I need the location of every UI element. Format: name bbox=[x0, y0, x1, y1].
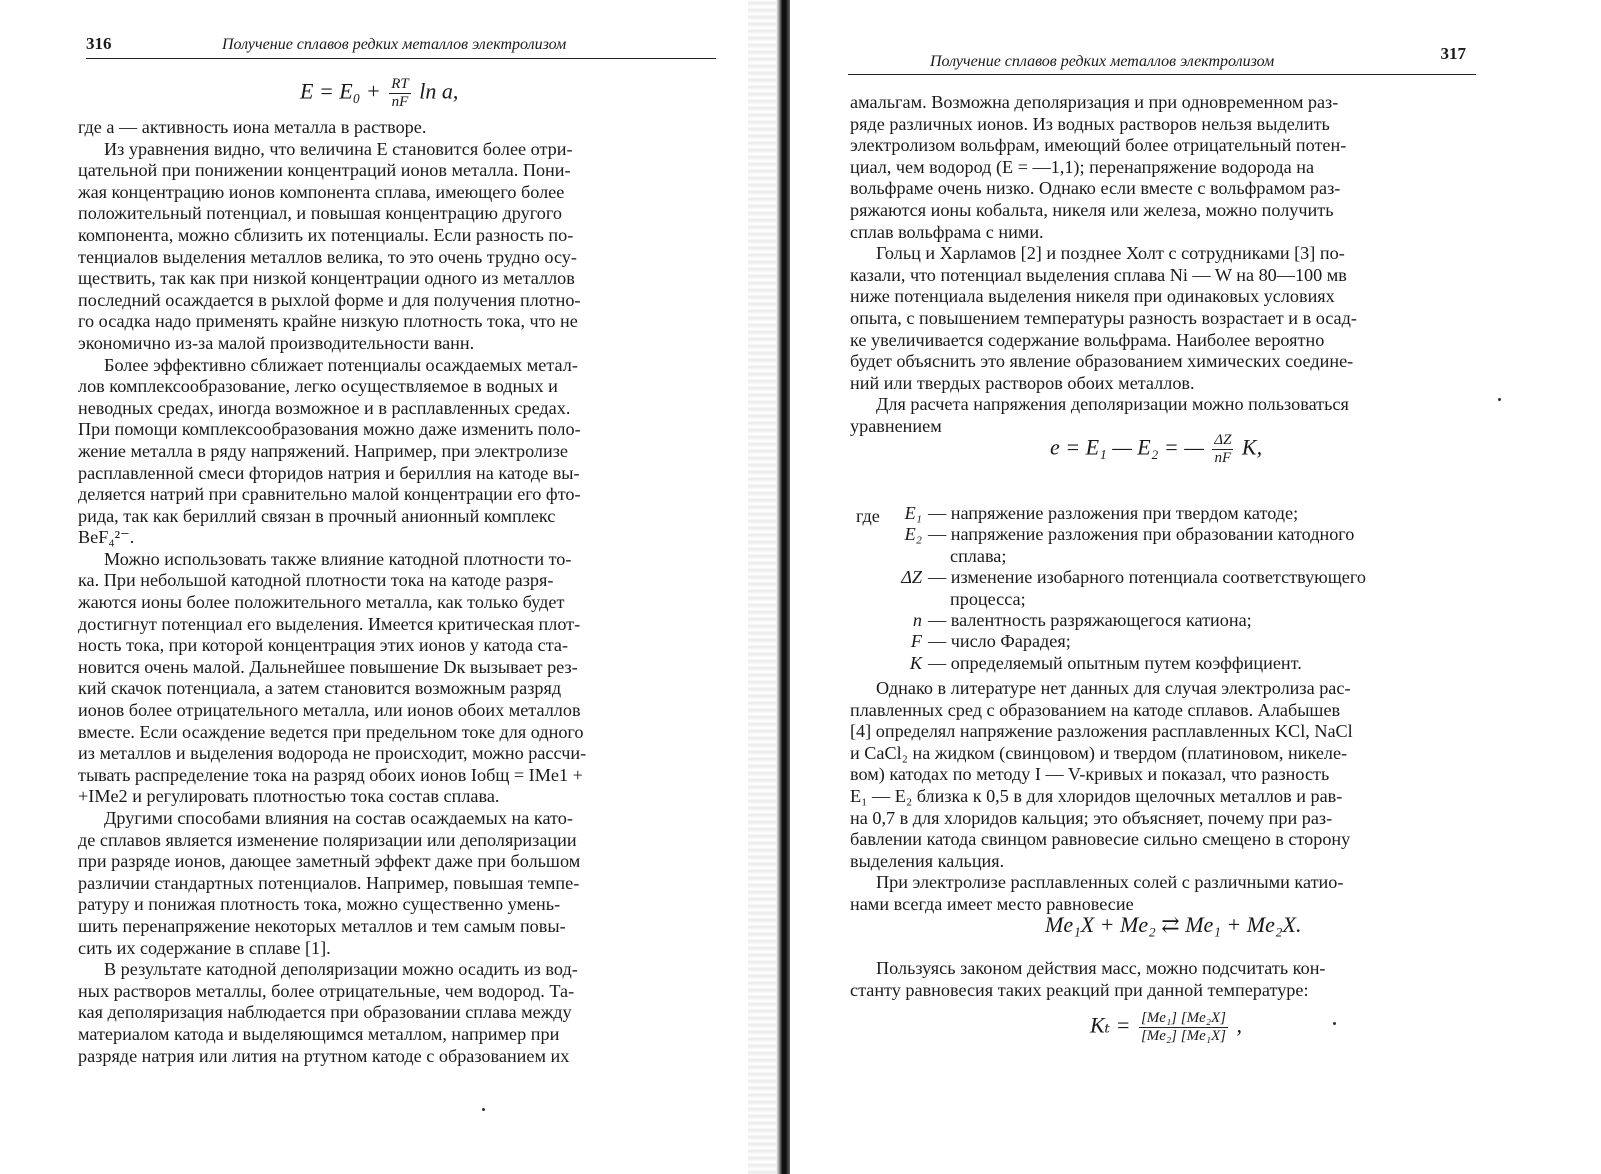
text-line: Гольц и Харламов [2] и позднее Холт с сотрудниками [3] по- bbox=[876, 243, 1345, 264]
text-line: BeF₄²⁻. bbox=[78, 527, 135, 548]
text-line: на 0,7 в для хлоридов кальция; это объясняет, почему при раз- bbox=[850, 807, 1333, 828]
text-line: При помощи комплексообразования можно даже изменить поло- bbox=[78, 419, 581, 440]
text-line: казали, что потенциал выделения сплава Ni — W на 80—100 мв bbox=[850, 264, 1347, 285]
definition-row bbox=[876, 524, 1496, 545]
text-line: ке увеличивается содержание вольфрама. Наиболее вероятно bbox=[850, 329, 1325, 350]
text-line: неводных средах, иногда возможное и в расплавленных средах. bbox=[78, 397, 571, 418]
fraction-numerator: [Me₁] [Me₂X] bbox=[1140, 1010, 1226, 1026]
formula-rhs: , bbox=[1230, 1012, 1242, 1038]
text-line: ряде различных ионов. Из водных растворов нельзя выделить bbox=[850, 113, 1330, 134]
text-line: где a — активность иона металла в растворе. bbox=[78, 117, 427, 137]
text-line: ний или твердых растворов обоих металлов. bbox=[850, 372, 1195, 393]
definition-description: — число Фарадея; bbox=[928, 631, 1071, 652]
text-line: ка. При небольшой катодной плотности тока на катоде разря- bbox=[78, 570, 554, 591]
nernst-formula bbox=[300, 76, 458, 111]
fraction-denominator: [Me₂] [Me₁X] bbox=[1140, 1028, 1226, 1044]
text-line: при разряде ионов, дающее заметный эффект даже при большом bbox=[78, 851, 581, 872]
right-page bbox=[790, 0, 1601, 1174]
equilibrium-formula: Me₁X + Me₂ ⇄ Me₁ + Me₂X. bbox=[1045, 912, 1302, 937]
formula-rhs: ln a, bbox=[413, 78, 459, 104]
text-line: ряжаются ионы кобальта, никеля или железа, можно получить bbox=[850, 199, 1334, 220]
fraction-numerator: RT bbox=[391, 76, 409, 92]
text-line: шить перенапряжение некоторых металлов и тем самым повы- bbox=[78, 915, 566, 936]
definition-symbol: K bbox=[909, 652, 922, 673]
fraction-denominator: nF bbox=[391, 94, 409, 110]
text-line: [4] определял напряжение разложения расплавленных KCl, NaCl bbox=[850, 721, 1353, 742]
text-line: Другими способами влияния на состав осаждаемых на като- bbox=[104, 808, 573, 828]
text-line: де сплавов является изменение поляризации или деполяризации bbox=[78, 829, 577, 850]
definition-row bbox=[876, 503, 1496, 524]
text-line: го осадка надо применять крайне низкую плотность тока, что не bbox=[78, 311, 578, 332]
text-line: ионов более отрицательного металла, или ионов обоих металлов bbox=[78, 700, 581, 721]
where-label: где bbox=[856, 506, 880, 526]
text-line: новится очень малой. Дальнейшее повышение Dк вызывает рез- bbox=[78, 656, 578, 677]
text-line: деляется натрий при сравнительно малой концентрации его фто- bbox=[78, 484, 581, 505]
formula-lhs: E = E₀ + bbox=[300, 78, 387, 104]
definition-row bbox=[876, 567, 1496, 588]
text-line: жая концентрацию ионов компонента сплава, имеющего более bbox=[78, 181, 565, 202]
text-line: компонента, можно сблизить их потенциалы. Если разность по- bbox=[78, 224, 574, 245]
formula-fraction bbox=[1212, 432, 1233, 467]
right-page-header bbox=[848, 44, 1476, 75]
text-line: При электролизе расплавленных солей с различными катио- bbox=[876, 872, 1344, 893]
text-line: Более эффективно сближает потенциалы осаждаемых метал- bbox=[104, 354, 578, 375]
definition-row bbox=[876, 653, 1496, 674]
text-line: жение металла в ряду напряжений. Например, при электролизе bbox=[78, 440, 568, 461]
fraction-numerator: ΔZ bbox=[1214, 432, 1232, 448]
text-line: Однако в литературе нет данных для случая электролиза рас- bbox=[876, 678, 1351, 698]
text-line: ратуру и понижая плотность тока, можно существенно умень- bbox=[78, 894, 561, 915]
text-line: станту равновесия таких реакций при данной температуре: bbox=[850, 979, 1309, 1000]
text-line: опыта, с повышением температуры разность возрастает и в осад- bbox=[850, 307, 1357, 328]
text-line: циал, чем водород (E = —1,1); перенапряжение водорода на bbox=[850, 156, 1315, 177]
text-line: электролизом вольфрам, имеющий более отрицательный потен- bbox=[850, 135, 1347, 156]
text-line: будет объяснить это явление образованием химических соедине- bbox=[850, 351, 1354, 372]
definition-row bbox=[876, 546, 1496, 567]
text-line: Для расчета напряжения деполяризации можно пользоваться bbox=[876, 394, 1349, 415]
text-line: экономично из-за малой производительности ванн. bbox=[78, 332, 475, 353]
definition-row bbox=[876, 610, 1496, 631]
definition-symbol: ΔZ bbox=[901, 567, 922, 588]
text-line: вольфраме очень низко. Однако если вместе с вольфрамом раз- bbox=[850, 178, 1341, 199]
text-line: сить их содержание в сплаве [1]. bbox=[78, 937, 331, 958]
fraction-denominator: nF bbox=[1214, 450, 1232, 466]
right-body-text-middle bbox=[850, 678, 1482, 916]
text-line: тывать распределение тока на разряд обоих ионов Iобщ = IMe1 + bbox=[78, 764, 583, 785]
formula-fraction bbox=[389, 76, 411, 111]
scan-speck bbox=[1333, 1022, 1336, 1025]
text-line: положительный потенциал, и повышая концентрацию другого bbox=[78, 203, 562, 224]
text-line: Пользуясь законом действия масс, можно подсчитать кон- bbox=[876, 958, 1326, 978]
text-line: различии стандартных потенциалов. Например, повышая темпе- bbox=[78, 872, 580, 893]
text-line: последний осаждается в рыхлой форме и для получения плотно- bbox=[78, 289, 581, 310]
definition-description: — валентность разряжающегося катиона; bbox=[928, 609, 1252, 630]
text-line: Можно использовать также влияние катодной плотности то- bbox=[104, 548, 572, 569]
running-title: Получение сплавов редких металлов электролизом bbox=[930, 53, 1275, 70]
text-line: разряде натрия или лития на ртутном катоде с образованием их bbox=[78, 1045, 570, 1066]
text-line: выделения кальция. bbox=[850, 850, 1005, 871]
text-line: уравнением bbox=[850, 415, 942, 436]
text-line: вом) катодах по методу I — V-кривых и показал, что разность bbox=[850, 764, 1330, 785]
definition-row bbox=[876, 589, 1496, 610]
right-body-text-bottom bbox=[850, 958, 1482, 1001]
text-line: из металлов и выделения водорода не происходит, можно рассчи- bbox=[78, 743, 587, 764]
text-line: ных растворов металлы, более отрицательные, чем водород. Та- bbox=[78, 980, 575, 1001]
text-line: В результате катодной деполяризации можно осадить из вод- bbox=[104, 959, 578, 980]
text-line: и CaCl₂ на жидком (свинцовом) и твердом (платиновом, никеле- bbox=[850, 742, 1348, 763]
definition-description: — напряжение разложения при образовании катодного bbox=[928, 524, 1355, 545]
definition-description: — определяемый опытным путем коэффициент. bbox=[928, 652, 1302, 673]
left-page bbox=[0, 0, 780, 1174]
text-line: лов комплексообразование, легко осуществляемое в водных и bbox=[78, 376, 558, 397]
equilibrium-constant-formula bbox=[1090, 1010, 1242, 1045]
definition-description: — изменение изобарного потенциала соответствующего bbox=[928, 567, 1366, 588]
text-line: E₁ — E₂ близка к 0,5 в для хлоридов щелочных металлов и рав- bbox=[850, 785, 1343, 806]
formula-fraction bbox=[1139, 1010, 1228, 1045]
definition-description: — напряжение разложения при твердом катоде; bbox=[928, 503, 1299, 523]
definition-symbol: E₂ bbox=[904, 524, 922, 545]
text-line: расплавленной смеси фторидов натрия и бериллия на катоде вы- bbox=[78, 462, 580, 483]
definition-symbol: n bbox=[912, 609, 922, 630]
text-line: кая деполяризация наблюдается при образовании сплава между bbox=[78, 1002, 572, 1023]
text-line: рида, так как бериллий связан в прочный анионный комплекс bbox=[78, 505, 556, 526]
text-line: кий скачок потенциала, а затем становится возможным разряд bbox=[78, 678, 562, 699]
text-line: нами всегда имеет место равновесие bbox=[850, 893, 1134, 914]
page-number: 317 bbox=[1440, 44, 1466, 63]
text-line: +IMe2 и регулировать плотностью тока состав сплава. bbox=[78, 786, 500, 807]
definition-description: процесса; bbox=[950, 588, 1026, 609]
left-body-text bbox=[78, 117, 712, 1067]
text-line: вместе. Если осаждение ведется при предельном токе для одного bbox=[78, 721, 584, 742]
text-line: достигнут потенциал его выделения. Имеется критическая плот- bbox=[78, 613, 581, 634]
text-line: тенциалов выделения металлов велика, то это очень трудно осу- bbox=[78, 246, 577, 267]
text-line: плавленных сред с образованием на катоде сплавов. Алабышев bbox=[850, 699, 1341, 720]
scan-speck bbox=[482, 1108, 485, 1111]
text-line: материалом катода и выделяющимся металлом, например при bbox=[78, 1023, 560, 1044]
text-line: ниже потенциала выделения никеля при одинаковых условиях bbox=[850, 286, 1335, 307]
definition-row bbox=[876, 631, 1496, 652]
text-line: Из уравнения видно, что величина E становится более отри- bbox=[104, 138, 573, 159]
depolarization-formula bbox=[1050, 432, 1262, 467]
text-line: ществить, так как при низкой концентрации одного из металлов bbox=[78, 268, 575, 289]
formula-lhs: Kₜ = bbox=[1090, 1012, 1136, 1038]
definition-symbol: E₁ bbox=[904, 503, 922, 523]
running-title: Получение сплавов редких металлов электролизом bbox=[222, 36, 567, 53]
text-line: цательной при понижении концентраций ионов металла. Пони- bbox=[78, 160, 571, 181]
left-page-header bbox=[86, 34, 716, 59]
definition-symbol: F bbox=[910, 631, 922, 652]
page-number: 316 bbox=[86, 34, 112, 53]
text-line: амальгам. Возможна деполяризация и при одновременном раз- bbox=[850, 92, 1339, 112]
text-line: жаются ионы более положительного металла, как только будет bbox=[78, 592, 565, 613]
formula-rhs: K, bbox=[1236, 434, 1263, 460]
scan-speck bbox=[1498, 398, 1501, 401]
right-body-text-top bbox=[850, 92, 1482, 438]
formula-lhs: e = E₁ — E₂ = — bbox=[1050, 434, 1210, 460]
text-line: сплав вольфрама с ними. bbox=[850, 221, 1044, 242]
text-line: ность тока, при которой концентрация этих ионов у катода ста- bbox=[78, 635, 569, 656]
text-line: бавлении катода свинцом равновесие сильно смещено в сторону bbox=[850, 829, 1351, 850]
definition-description: сплава; bbox=[950, 545, 1007, 566]
